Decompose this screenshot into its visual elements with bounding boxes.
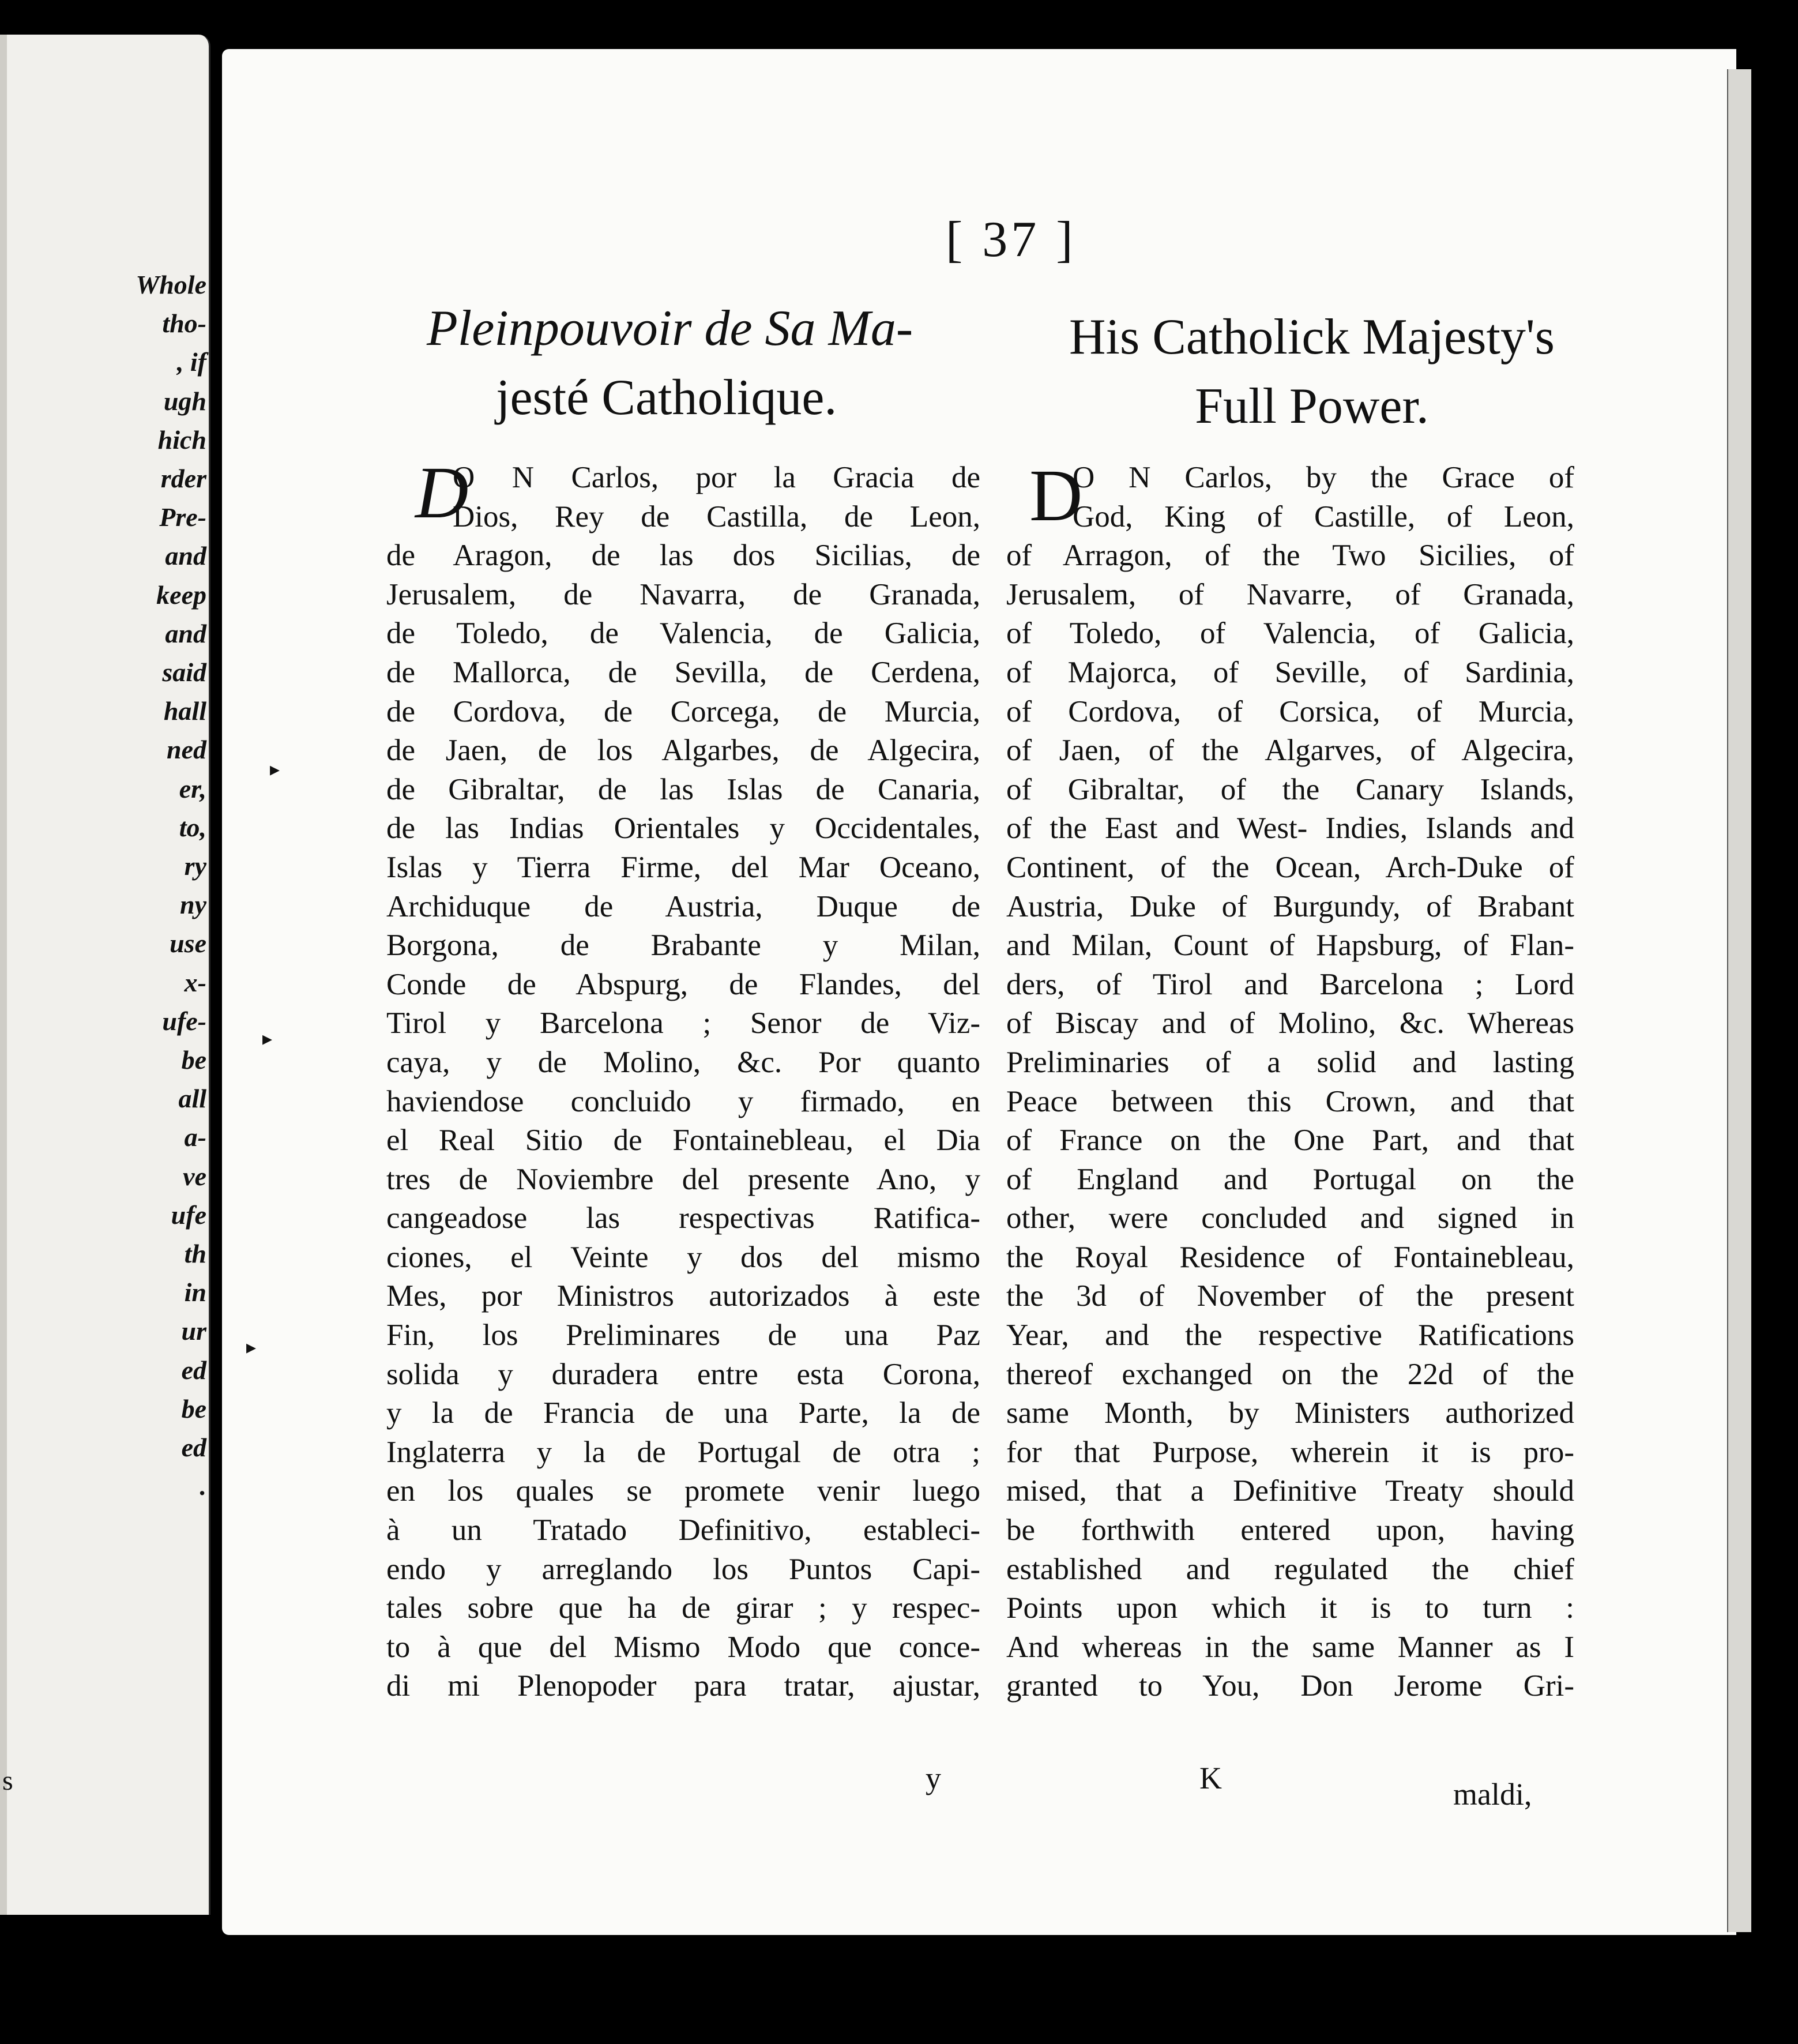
margin-mark: ▸: [262, 1028, 273, 1050]
left-page-fragment: in: [184, 1278, 206, 1307]
text-line: ciones, el Veinte y dos del mismo: [386, 1240, 980, 1274]
left-page-fragment: er,: [179, 773, 206, 803]
left-page-fragment: ufe-: [162, 1006, 206, 1036]
text-line: O N Carlos, by the Grace of: [1073, 461, 1574, 494]
text-line: of the East and West- Indies, Islands and: [1006, 811, 1574, 846]
left-page-fragment: ed: [181, 1355, 206, 1385]
text-line: tres de Noviembre del presente Ano, y: [386, 1162, 980, 1196]
spanish-dropcap: D: [415, 452, 469, 533]
text-line: caya, y de Molino, &c. Por quanto: [386, 1045, 980, 1079]
text-line: Peace between this Crown, and that: [1006, 1084, 1574, 1118]
text-line: à un Tratado Definitivo, estableci-: [386, 1513, 980, 1547]
text-line: Continent, of the Ocean, Arch-Duke of: [1006, 850, 1574, 884]
text-line: God, King of Castille, of Leon,: [1073, 499, 1574, 533]
left-page-fragment: ufe: [171, 1200, 206, 1230]
page-edge: [1727, 69, 1751, 1932]
text-line: of Arragon, of the Two Sicilies, of: [1006, 539, 1574, 573]
text-line: Borgona, de Brabante y Milan,: [386, 929, 980, 963]
left-page-fragment: th: [184, 1239, 206, 1268]
left-page-fragment: be: [181, 1393, 206, 1423]
left-page-fragment: .: [200, 1471, 206, 1501]
left-page-fragment: Whole: [136, 270, 206, 299]
text-line: Austria, Duke of Burgundy, of Brabant: [1006, 889, 1574, 923]
left-page-fragment: ugh: [163, 386, 206, 416]
english-heading: [1021, 303, 1603, 441]
spanish-catchword: y: [926, 1761, 941, 1795]
text-line: Mes, por Ministros autorizados à este: [386, 1279, 980, 1313]
text-line: Year, and the respective Ratifications: [1006, 1318, 1574, 1352]
text-line: ders, of Tirol and Barcelona ; Lord: [1006, 967, 1574, 1001]
text-line: be forthwith entered upon, having: [1006, 1513, 1574, 1547]
left-page-fragment: a-: [184, 1122, 206, 1152]
left-page-spine: [0, 35, 7, 1915]
text-line: the 3d of November of the present: [1006, 1279, 1574, 1313]
text-line: thereof exchanged on the 22d of the: [1006, 1357, 1574, 1391]
signature-mark: K: [1199, 1761, 1222, 1795]
text-line: tales sobre que ha de girar ; y respec-: [386, 1591, 980, 1625]
text-line: of England and Portugal on the: [1006, 1162, 1574, 1196]
left-page-fragment: ned: [167, 735, 206, 765]
left-page-fragment: ny: [180, 890, 206, 920]
text-line: de Jaen, de los Algarbes, de Algecira,: [386, 734, 980, 768]
text-line: en los quales se promete venir luego: [386, 1474, 980, 1508]
left-page-fragment: ve: [183, 1161, 206, 1191]
text-line: Islas y Tierra Firme, del Mar Oceano,: [386, 850, 980, 884]
text-line: other, were concluded and signed in: [1006, 1201, 1574, 1235]
text-line: Tirol y Barcelona ; Senor de Viz-: [386, 1006, 980, 1040]
french-heading-line-2: jesté Catholique.: [496, 370, 837, 426]
text-line: haviendose concluido y firmado, en: [386, 1084, 980, 1118]
text-line: endo y arreglando los Puntos Capi-: [386, 1552, 980, 1586]
margin-mark: ▸: [246, 1337, 257, 1358]
text-line: de las Indias Orientales y Occidentales,: [386, 811, 980, 846]
left-page-fragment: hich: [157, 424, 206, 454]
text-line: de Toledo, de Valencia, de Galicia,: [386, 617, 980, 651]
text-line: And whereas in the same Manner as I: [1006, 1630, 1574, 1664]
text-line: y la de Francia de una Parte, la de: [386, 1396, 980, 1430]
english-catchword: maldi,: [1453, 1777, 1532, 1812]
english-heading-line-1: His Catholick Majesty's: [1069, 309, 1555, 365]
text-line: to à que del Mismo Modo que conce-: [386, 1630, 980, 1664]
french-heading-line-1: Pleinpouvoir de Sa Ma-: [427, 300, 913, 356]
text-line: solida y duradera entre esta Corona,: [386, 1357, 980, 1391]
english-column: [1006, 454, 1574, 1706]
text-line: el Real Sitio de Fontainebleau, el Dia: [386, 1124, 980, 1158]
english-dropcap: D: [1029, 454, 1083, 536]
french-heading: [427, 294, 1026, 433]
text-line: de Gibraltar, de las Islas de Canaria,: [386, 772, 980, 806]
text-line: Conde de Abspurg, de Flandes, del: [386, 967, 980, 1001]
text-line: de Mallorca, de Sevilla, de Cerdena,: [386, 655, 980, 689]
left-page-fragment: , if: [176, 347, 206, 377]
left-page-fragment: x-: [184, 967, 206, 997]
text-line: and Milan, Count of Hapsburg, of Flan-: [1006, 929, 1574, 963]
text-line: of France on the One Part, and that: [1006, 1124, 1574, 1158]
text-line: the Royal Residence of Fontainebleau,: [1006, 1240, 1574, 1274]
text-line: for that Purpose, wherein it is pro-: [1006, 1435, 1574, 1469]
left-page-fragment: be: [181, 1045, 206, 1074]
text-line: of Gibraltar, of the Canary Islands,: [1006, 772, 1574, 806]
text-line: Archiduque de Austria, Duque de: [386, 889, 980, 923]
left-page-tail: s: [2, 1765, 13, 1796]
text-line: O N Carlos, por la Gracia de: [453, 461, 980, 494]
text-line: cangeadose las respectivas Ratifica-: [386, 1201, 980, 1235]
text-line: de Aragon, de las dos Sicilias, de: [386, 539, 980, 573]
text-line: Jerusalem, de Navarra, de Granada,: [386, 577, 980, 611]
left-page-fragment: and: [165, 618, 206, 648]
text-line: Fin, los Preliminares de una Paz: [386, 1318, 980, 1352]
text-line: of Toledo, of Valencia, of Galicia,: [1006, 617, 1574, 651]
left-page-fragment: use: [170, 929, 206, 959]
left-page-fragment: ur: [181, 1316, 206, 1346]
text-line: granted to You, Don Jerome Gri-: [1006, 1669, 1574, 1703]
left-page-fragment: all: [178, 1084, 206, 1114]
left-page-fragment: hall: [163, 696, 206, 726]
text-line: of Biscay and of Molino, &c. Whereas: [1006, 1006, 1574, 1040]
left-page-fragment: ry: [184, 851, 206, 881]
left-page-fragment: Pre-: [159, 502, 206, 532]
left-page-fragment: keep: [156, 580, 206, 610]
spanish-column: [386, 459, 980, 1706]
left-page-fragment: and: [165, 541, 206, 571]
text-line: Jerusalem, of Navarre, of Granada,: [1006, 577, 1574, 611]
english-heading-line-2: Full Power.: [1195, 378, 1429, 434]
text-line: de Cordova, de Corcega, de Murcia,: [386, 694, 980, 728]
text-line: established and regulated the chief: [1006, 1552, 1574, 1586]
left-page-fragment: ed: [181, 1433, 206, 1462]
page-number: [ 37 ]: [946, 212, 1077, 268]
left-page-fragment: tho-: [162, 309, 206, 339]
text-line: of Jaen, of the Algarves, of Algecira,: [1006, 734, 1574, 768]
left-page-fragment: said: [162, 657, 206, 687]
text-line: of Majorca, of Seville, of Sardinia,: [1006, 655, 1574, 689]
text-line: Inglaterra y la de Portugal de otra ;: [386, 1435, 980, 1469]
left-page-fragment: rder: [160, 464, 206, 493]
text-line: di mi Plenopoder para tratar, ajustar,: [386, 1669, 980, 1703]
left-page-fragment: to,: [179, 812, 206, 842]
left-page: [0, 35, 210, 1915]
text-line: same Month, by Ministers authorized: [1006, 1396, 1574, 1430]
text-line: Preliminaries of a solid and lasting: [1006, 1045, 1574, 1079]
text-line: Points upon which it is to turn :: [1006, 1591, 1574, 1625]
margin-mark: ▸: [270, 759, 280, 780]
text-line: of Cordova, of Corsica, of Murcia,: [1006, 694, 1574, 728]
text-line: Dios, Rey de Castilla, de Leon,: [453, 499, 980, 533]
text-line: mised, that a Definitive Treaty should: [1006, 1474, 1574, 1508]
